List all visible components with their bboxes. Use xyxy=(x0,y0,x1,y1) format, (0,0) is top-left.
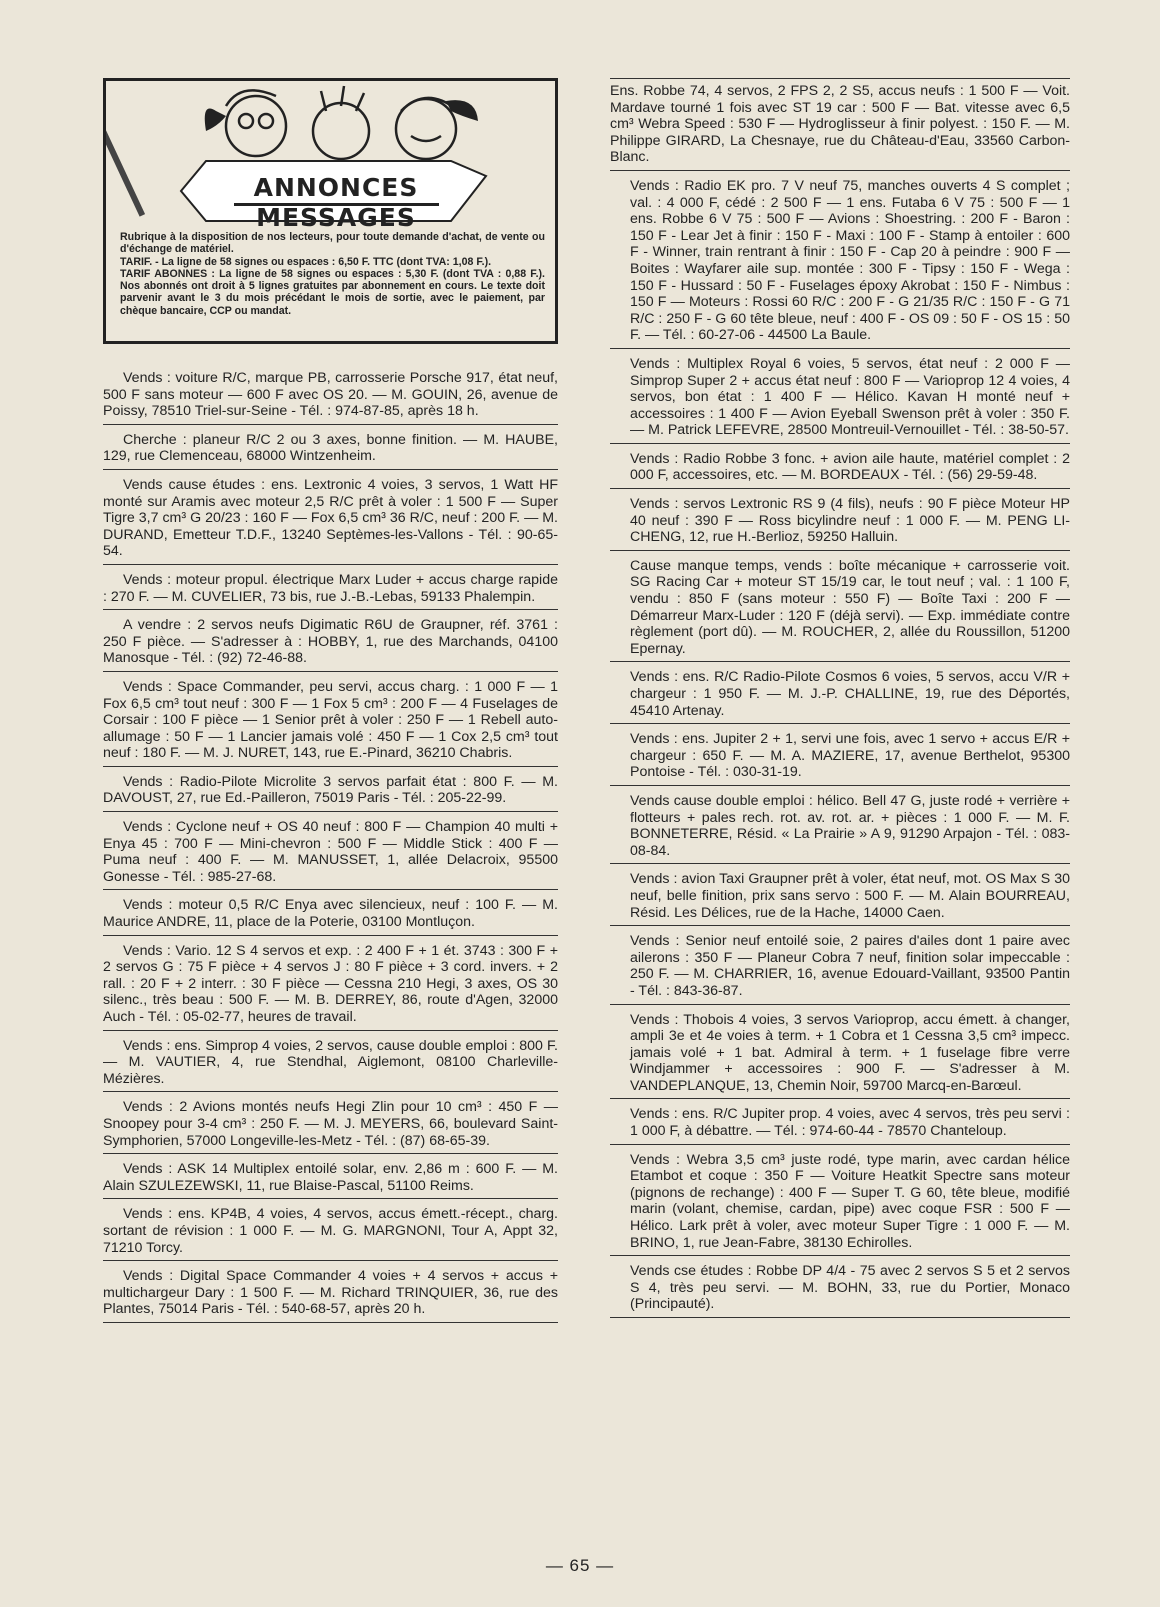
ad-item xyxy=(610,1261,1070,1318)
ad-text: Vends : ens. R/C Jupiter prop. 4 voies, avec 4 servos, très peu servi : 1 000 F, à débattre. — Tél. : 974-60-44 - 78570 Chanteloup. xyxy=(630,1106,1070,1140)
ad-item: Vends : Radio-Pilote Microlite 3 servos parfait état : 800 F. — M. DAVOUST, 27, rue Ed.-Pailleron, 75019 Paris - Tél. : 205-22-99. xyxy=(103,772,558,812)
ad-item: Vends : ASK 14 Multiplex entoilé solar, env. 2,86 m : 600 F. — M. Alain SZULEZEWSKI, 11, rue Blaise-Pascal, 51100 Reims. xyxy=(103,1159,558,1199)
ad-item: Vends : 2 Avions montés neufs Hegi Zlin pour 10 cm³ : 450 F — Snoopey pour 3-4 cm³ : 250 F. — M. J. MEYERS, 66, boulevard Saint-Symphorien, 57000 Longeville-les-Metz - Tél. : (87) 68-65-39. xyxy=(103,1097,558,1154)
ad-text: Vends : ens. Jupiter 2 + 1, servi une fois, avec 1 servo + accus E/R + chargeur : 650 F. — M. A. MAZIERE, 17, avenue Berthelot, 95300 Pontoise - Tél. : 030-31-19. xyxy=(630,731,1070,781)
intro-tarif-abonnes: TARIF ABONNES : La ligne de 58 signes ou espaces : 5,30 F. (dont TVA : 0,88 F.). Nos abonnés ont droit à 5 lignes gratuites par abonnement en cours. Le texte doit parvenir avant le 3 du mois précédant le mois de sortie, avec le paiement, par chèque bancaire, CCP ou mandat. xyxy=(120,267,545,317)
ad-item: Vends : Vario. 12 S 4 servos et exp. : 2 400 F + 1 ét. 3743 : 300 F + 2 servos G : 75 F pièce + 4 servos J : 80 F pièce + 3 cord. invers. + 2 rall. : 20 F + 2 interr. : 30 F pièce — Cessna 210 Hegi, 3 axes, OS 30 silenc., très beau : 500 F. — M. B. DERREY, 86, route d'Agen, 32000 Auch - Tél. : 05-02-77, heures de travail. xyxy=(103,941,558,1031)
ad-item xyxy=(610,729,1070,786)
ad-item xyxy=(610,1150,1070,1257)
page-number: — 65 — xyxy=(545,1556,615,1575)
ad-item xyxy=(610,931,1070,1004)
right-column-ads xyxy=(610,78,1070,1323)
ad-item xyxy=(610,869,1070,926)
ad-item: Vends : moteur 0,5 R/C Enya avec silencieux, neuf : 100 F. — M. Maurice ANDRE, 11, place de la Poterie, 03100 Montluçon. xyxy=(103,895,558,935)
ad-item: Vends : Digital Space Commander 4 voies + 4 servos + accus + multichargeur Dary : 1 500 F. — M. Richard TRINQUIER, 36, rue des Plantes, 75014 Paris - Tél. : 540-68-57, après 20 h. xyxy=(103,1266,558,1323)
ad-text: Vends : Webra 3,5 cm³ juste rodé, type marin, avec cardan hélice Etambot et coque : 350 F — Voiture Heatkit Spectre sans moteur (pignons de rechange) : 400 F — Super T. G 60, tête bleue, modifié marin (volant, chemise, cardan, pipe) avec coque FSR : 500 F — Hélico. Lark prêt à voler, avec moteur Super Tigre : 1 000 F. — M. BRINO, 1, rue Jean-Fabre, 38130 Echirolles. xyxy=(630,1151,1070,1251)
ad-item: Vends : ens. KP4B, 4 voies, 4 servos, accus émett.-récept., charg. sortant de révision : 1 000 F. — M. G. MARGNONI, Tour A, Appt 32, 71210 Torcy. xyxy=(103,1204,558,1261)
ad-item: A vendre : 2 servos neufs Digimatic R6U de Graupner, réf. 3761 : 250 F pièce. — S'adresser à : HOBBY, 1, rue des Marchands, 04100 Manosque - Tél. : (92) 72-46-88. xyxy=(103,615,558,672)
ad-text: Vends : servos Lextronic RS 9 (4 fils), neufs : 90 F pièce Moteur HP 40 neuf : 390 F — Ross bicylindre neuf : 1 000 F. — M. PENG LI-CHENG, 12, rue H.-Berlioz, 59250 Halluin. xyxy=(630,496,1070,546)
title-messages: MESSAGES xyxy=(256,203,416,232)
ad-text: Vends : Thobois 4 voies, 3 servos Varioprop, accu émett. à changer, ampli 3e et 4e voies à term. + 1 Cobra et 1 Cessna 3,5 cm³ impecc. jamais volé + 1 bat. Admiral à term. + 1 fuselage fibre verre Windjammer + accessoires : 900 F. — S'adresser à M. VANDEPLANQUE, 13, Chemin Noir, 59700 Marcq-en-Barœul. xyxy=(630,1011,1070,1094)
ad-item xyxy=(610,354,1070,444)
ad-text: Vends : ens. R/C Radio-Pilote Cosmos 6 voies, 5 servos, accu V/R + chargeur : 1 950 F. — M. J.-P. CHALLINE, 19, rue des Déportés, 45410 Artenay. xyxy=(630,669,1070,719)
ad-item xyxy=(610,494,1070,551)
annonces-header xyxy=(103,78,558,344)
ad-item xyxy=(610,667,1070,724)
ad-item: Vends cause études : ens. Lextronic 4 voies, 3 servos, 1 Watt HF monté sur Aramis avec moteur 2,5 R/C prêt à voler : 1 500 F — Super Tigre 3,7 cm³ G 20/23 : 160 F — Fox 6,5 cm³ 36 R/C, neuf : 200 F. — M. DURAND, Emetteur T.D.F., 13240 Septèmes-les-Vallons - Tél. : 90-65-54. xyxy=(103,475,558,565)
ad-text: Vends : Senior neuf entoilé soie, 2 paires d'ailes dont 1 paire avec ailerons : 350 F — Planeur Cobra 7 neuf, finition solar impeccable : 250 F. — M. CHARRIER, 16, avenue Edouard-Vaillant, 93500 Pantin - Tél. : 843-36-87. xyxy=(630,933,1070,999)
ad-text: Vends cause double emploi : hélico. Bell 47 G, juste rodé + verrière + flotteurs + pales rech. rot. av. rot. ar. + pièces : 1 000 F. — M. F. BONNETERRE, Résid. « La Prairie » A 9, 91290 Arpajon - Tél. : 083-08-84. xyxy=(630,792,1070,859)
left-column-ads xyxy=(103,368,558,1328)
ad-item: Vends : ens. Simprop 4 voies, 2 servos, cause double emploi : 800 F. — M. VAUTIER, 4, rue Stendhal, Aiglemont, 08100 Charleville-Mézières. xyxy=(103,1036,558,1093)
ad-item: Vends : Space Commander, peu servi, accus charg. : 1 000 F — 1 Fox 6,5 cm³ tout neuf : 300 F — 1 Fox 5 cm³ : 200 F — 4 Fuselages de Corsair : 100 F pièce — 1 Senior prêt à voler : 250 F — 1 Rebell auto-allumage : 50 F — 1 Lancier jamais volé : 450 F — 1 Cox 2,5 cm³ tout neuf : 180 F. — M. J. NURET, 143, rue E.-Pinard, 36210 Chabris. xyxy=(103,677,558,767)
ad-text: Cause manque temps, vends : boîte mécanique + carrosserie voit. SG Racing Car + moteur ST 15/19 car, le tout neuf ; val. : 1 100 F, vendu : 850 F (sans moteur : 550 F) — Boîte Taxi : 200 F — Démarreur Marx-Luder : 120 F (déjà servi). — Exp. immédiate contre règlement (port dû). — M. ROUCHER, 2, allée du Roussillon, 51200 Epernay. xyxy=(630,557,1070,657)
ad-item: Vends : voiture R/C, marque PB, carrosserie Porsche 917, état neuf, 500 F sans moteur — 600 F avec OS 20. — M. GOUIN, 26, avenue de Poissy, 78510 Triel-sur-Seine - Tél. : 974-87-85, après 18 h. xyxy=(103,368,558,425)
ad-item xyxy=(610,1010,1070,1100)
intro-tarif: TARIF. - La ligne de 58 signes ou espaces : 6,50 F. TTC (dont TVA: 1,08 F.). xyxy=(120,255,492,268)
ad-text: Vends cse études : Robbe DP 4/4 - 75 avec 2 servos S 5 et 2 servos S 4, très peu servi. — M. BOHN, 33, rue du Portier, Monaco (Principauté). xyxy=(630,1263,1070,1313)
ad-item: Cherche : planeur R/C 2 ou 3 axes, bonne finition. — M. HAUBE, 129, rue Clemenceau, 68000 Wintzenheim. xyxy=(103,430,558,470)
ad-item xyxy=(610,791,1070,864)
ad-item xyxy=(610,449,1070,489)
ad-text: Vends : Radio EK pro. 7 V neuf 75, manches ouverts 4 S complet ; val. : 4 000 F, cédé : 2 500 F — 1 ens. Futaba 6 V 75 : 500 F — 1 ens. Robbe 6 V 75 : 500 F — Avions : Shoestring. : 200 F - Baron : 150 F - Lear Jet à finir : 150 F - Maxi : 100 F - Stamp à entoiler : 600 F - Winner, train rentrant à finir : 150 F - Cap 20 à peindre : 900 F — Boites : Wayfarer aile sup. montée : 300 F - Tipsy : 150 F - Wega : 150 F - Hussard : 50 F - Fuselages époxy Akrobat : 150 F - Nimbus : 150 F — Moteurs : Rossi 60 R/C : 200 F - G 21/35 R/C : 150 F - G 71 R/C : 250 F - G 60 tête bleue, neuf : 400 F - OS 09 : 50 F - OS 15 : 50 F. — Tél. : 60-27-06 - 44500 La Baule. xyxy=(630,177,1070,344)
ad-text: Vends : Multiplex Royal 6 voies, 5 servos, état neuf : 2 000 F — Simprop Super 2 + accus état neuf : 800 F — Varioprop 12 4 voies, 4 servos, bon état : 1 400 F — Hélico. Kavan H monté neuf + accessoires : 1 400 F — Avion Eyeball Swenson prêt à voler : 350 F. — M. Patrick LEFEVRE, 28500 Montreuil-Vernouillet - Tél. : 38-50-57. xyxy=(630,355,1070,439)
ad-item xyxy=(610,1104,1070,1144)
title-annonces: ANNONCES xyxy=(253,173,419,202)
ad-item xyxy=(610,176,1070,349)
intro-text xyxy=(120,231,545,317)
ad-text: Vends : avion Taxi Graupner prêt à voler, état neuf, mot. OS Max S 30 neuf, belle finition, prix sans servo : 500 F. — M. Alain BOURREAU, Résid. Les Délices, rue de la Hache, 14000 Caen. xyxy=(630,871,1070,921)
ad-item: Ens. Robbe 74, 4 servos, 2 FPS 2, 2 S5, accus neufs : 1 500 F — Voit. Mardave tourné 1 fois avec ST 19 car : 500 F — Bat. vitesse avec 6,5 cm³ Webra Speed : 530 F — Hydroglisseur à finir polyest. : 150 F. — M. Philippe GIRARD, La Chesnaye, rue du Château-d'Eau, 33560 Carbon-Blanc. xyxy=(610,78,1070,171)
intro-paragraph: Rubrique à la disposition de nos lecteurs, pour toute demande d'achat, de vente ou d'échange de matériel. xyxy=(120,231,545,256)
ad-text: Vends : Radio Robbe 3 fonc. + avion aile haute, matériel complet : 2 000 F, accessoires, etc. — M. BORDEAUX - Tél. : (56) 29-59-48. xyxy=(630,450,1070,484)
ad-item: Vends : Cyclone neuf + OS 40 neuf : 800 F — Champion 40 multi + Enya 45 : 700 F — Mini-chevron : 500 F — Middle Stick : 400 F — Puma neuf : 400 F. — M. MANUSSET, 1, allée Delacroix, 95500 Gonesse - Tél. : 985-27-68. xyxy=(103,817,558,890)
ad-item: Vends : moteur propul. électrique Marx Luder + accus charge rapide : 270 F. — M. CUVELIER, 73 bis, rue J.-B.-Lebas, 59133 Phalempin. xyxy=(103,570,558,610)
ad-item xyxy=(610,556,1070,663)
